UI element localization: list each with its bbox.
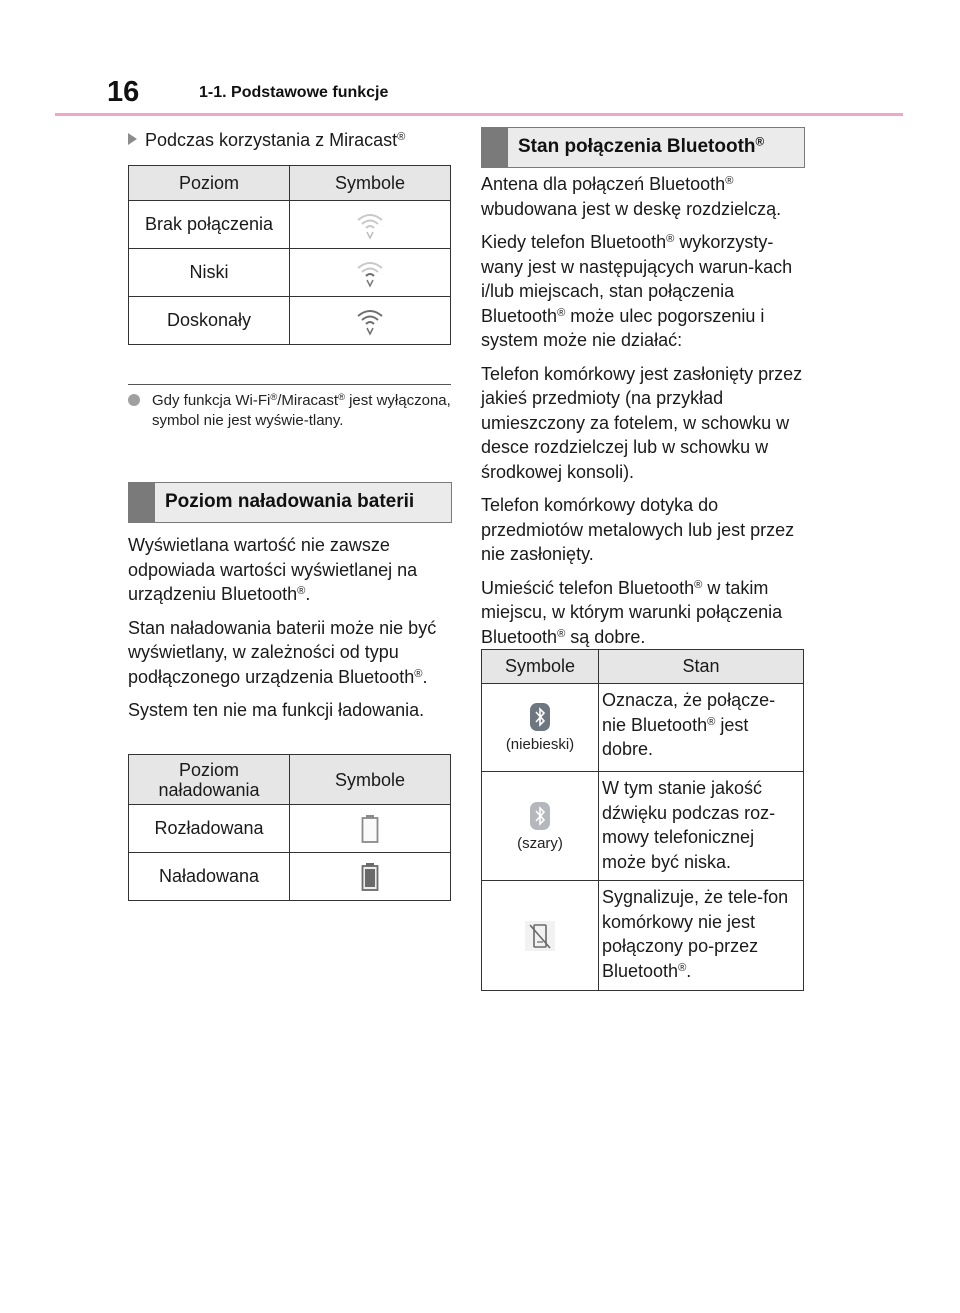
table-row bbox=[482, 772, 804, 881]
wifi-signal-low-icon bbox=[355, 258, 385, 288]
table-row bbox=[129, 249, 451, 297]
band-marker bbox=[482, 128, 508, 167]
state-cell: Oznacza, że połącze-nie Bluetooth® jest dobre. bbox=[599, 684, 804, 772]
table-row bbox=[129, 853, 451, 901]
table-row bbox=[129, 201, 451, 249]
level-cell: Rozładowana bbox=[129, 805, 290, 853]
symbol-cell bbox=[482, 684, 599, 772]
battery-section-heading: Poziom naładowania baterii bbox=[128, 482, 452, 523]
state-cell: W tym stanie jakość dźwięku podczas roz-mowy telefonicznej może być niska. bbox=[599, 772, 804, 881]
table-row bbox=[482, 684, 804, 772]
column-header-level: Poziom naładowania bbox=[129, 755, 290, 805]
battery-level-table bbox=[128, 754, 451, 901]
band-marker bbox=[129, 483, 155, 522]
battery-empty-icon bbox=[360, 814, 380, 844]
symbol-cell bbox=[290, 201, 451, 249]
wifi-note: Gdy funkcja Wi-Fi®/Miracast® jest wyłączona, symbol nie jest wyświe-tlany. bbox=[128, 391, 448, 411]
column-header-level: Poziom bbox=[129, 166, 290, 201]
level-cell: Niski bbox=[129, 249, 290, 297]
bluetooth-blue-icon bbox=[529, 702, 551, 732]
symbol-cell bbox=[482, 881, 599, 991]
bluetooth-gray-icon bbox=[529, 801, 551, 831]
symbol-caption: (niebieski) bbox=[505, 736, 575, 753]
miracast-heading: Podczas korzystania z Miracast® bbox=[128, 130, 405, 151]
wifi-signal-table bbox=[128, 165, 451, 345]
symbol-cell bbox=[290, 297, 451, 345]
note-divider bbox=[128, 384, 451, 385]
column-header-state: Stan bbox=[599, 650, 804, 684]
symbol-caption: (szary) bbox=[517, 834, 563, 852]
state-cell: Sygnalizuje, że tele-fon komórkowy nie jest połączony po-przez Bluetooth®. bbox=[599, 881, 804, 991]
phone-not-connected-icon bbox=[525, 921, 555, 951]
level-cell: Brak połączenia bbox=[129, 201, 290, 249]
symbol-cell bbox=[290, 805, 451, 853]
symbol-cell bbox=[290, 249, 451, 297]
level-cell: Doskonały bbox=[129, 297, 290, 345]
symbol-cell bbox=[482, 772, 599, 881]
section-title: 1-1. Podstawowe funkcje bbox=[199, 84, 389, 101]
triangle-bullet-icon bbox=[128, 133, 137, 145]
bluetooth-description: Antena dla połączeń Bluetooth® wbudowana jest w deskę rozdzielczą. Kiedy telefon Bluetooth® wykorzysty-wany jest w następujących warun-kach i/lub miejscach, stan połączenia Bluetooth® może ulec pogorszeniu i system może nie działać: Telefon komórkowy jest zasłonięty przez jakieś przedmioty (na przykład umieszczony za fotelem, w schowku w desce rozdzielczej lub w schowku w środkowej konsoli). Telefon komórkowy dotyka do przedmiotów metalowych lub jest przez nie zasłonięty. Umieścić telefon Bluetooth® w takim miejscu, w którym warunki połączenia Bluetooth® są dobre. bbox=[481, 174, 803, 647]
table-row bbox=[129, 297, 451, 345]
table-row bbox=[482, 881, 804, 991]
header-divider bbox=[55, 113, 903, 116]
symbol-cell bbox=[290, 853, 451, 901]
bluetooth-section-heading: Stan połączenia Bluetooth® bbox=[481, 127, 805, 168]
wifi-signal-excellent-icon bbox=[355, 306, 385, 336]
table-row bbox=[129, 805, 451, 853]
level-cell: Naładowana bbox=[129, 853, 290, 901]
page-number: 16 bbox=[107, 76, 140, 108]
battery-full-icon bbox=[360, 862, 380, 892]
column-header-symbols: Symbole bbox=[482, 650, 599, 684]
round-bullet-icon bbox=[128, 394, 140, 406]
column-header-symbols: Symbole bbox=[290, 166, 451, 201]
column-header-symbols: Symbole bbox=[290, 755, 451, 805]
bluetooth-status-table bbox=[481, 649, 804, 991]
wifi-signal-none-icon bbox=[355, 210, 385, 240]
battery-description: Wyświetlana wartość nie zawsze odpowiada wartości wyświetlanej na urządzeniu Bluetooth®. Stan naładowania baterii może nie być wyświetlany, w zależności od typu podłączonego urządzenia Bluetooth®. System ten nie ma funkcji ładowania. bbox=[128, 535, 437, 720]
